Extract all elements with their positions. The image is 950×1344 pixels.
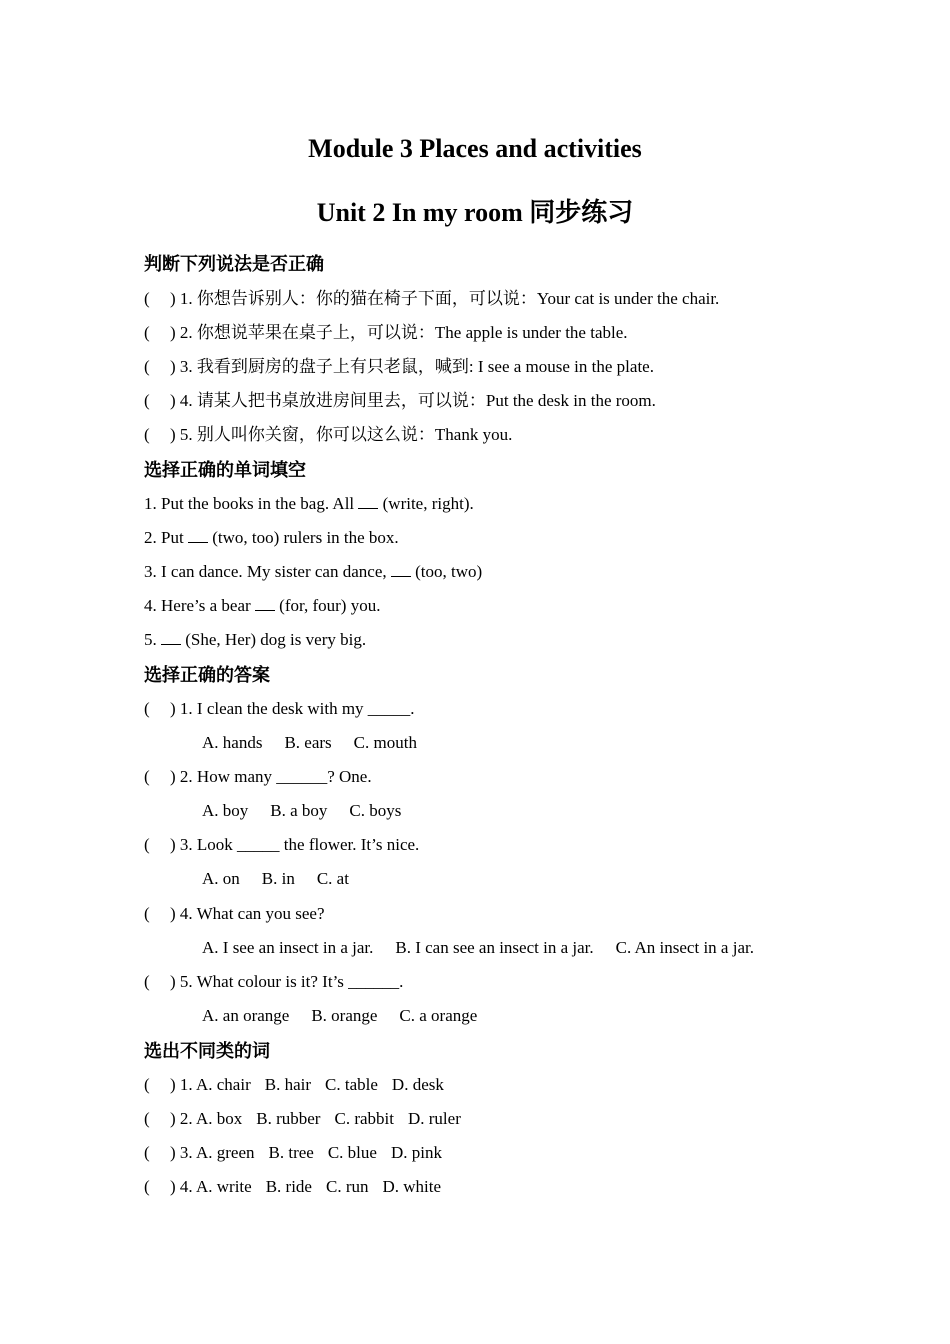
option-d: D. white [382, 1177, 442, 1196]
option-a: A. on [202, 869, 240, 888]
option-b: B. ears [284, 733, 332, 752]
odd-item-3 [144, 1142, 456, 1164]
option-b: B. rubber [256, 1109, 321, 1128]
choose-item-1 [144, 698, 415, 720]
fill-item-1 [144, 493, 474, 515]
option-b: B. tree [268, 1143, 314, 1162]
fill-item-before: 2. Put [144, 528, 188, 547]
judge-item-text: ) 1. 你想告诉别人：你的猫在椅子下面，可以说：Your cat is under the chair. [170, 289, 720, 308]
odd-item-number: ) 3. [170, 1143, 193, 1162]
odd-item-number: ) 1. [170, 1075, 193, 1094]
choose-options-4 [202, 937, 776, 959]
choose-question: ) 2. How many ______? One. [170, 767, 372, 786]
fill-item-before: 3. I can dance. My sister can dance, [144, 562, 391, 581]
fill-blank [188, 527, 208, 543]
choose-question: ) 1. I clean the desk with my _____. [170, 699, 415, 718]
fill-blank [255, 595, 275, 611]
answer-paren: ( [144, 425, 150, 444]
fill-item-after: (two, too) rulers in the box. [207, 528, 399, 547]
option-c: C. a orange [399, 1006, 478, 1025]
judge-item-text: ) 4. 请某人把书桌放进房间里去，可以说：Put the desk in the room. [170, 391, 656, 410]
option-b: B. orange [311, 1006, 378, 1025]
fill-item-5 [144, 629, 366, 651]
choose-question: ) 5. What colour is it? It’s ______. [170, 972, 404, 991]
judge-item-text: ) 2. 你想说苹果在桌子上，可以说：The apple is under the table. [170, 323, 628, 342]
choose-question: ) 4. What can you see? [170, 904, 325, 923]
odd-item-number: ) 2. [170, 1109, 193, 1128]
choose-item-4 [144, 903, 325, 925]
answer-paren: ( [144, 904, 150, 923]
answer-paren: ( [144, 699, 150, 718]
judge-item-text: ) 5. 别人叫你关窗，你可以这么说：Thank you. [170, 425, 513, 444]
judge-item-3 [144, 356, 654, 378]
option-b: B. ride [265, 1177, 312, 1196]
option-a: A. box [195, 1109, 243, 1128]
option-c: C. at [316, 869, 349, 888]
judge-item-2 [144, 322, 628, 344]
option-b: B. I can see an insect in a jar. [395, 938, 594, 957]
choose-options-2 [202, 800, 423, 822]
option-a: A. I see an insect in a jar. [202, 938, 374, 957]
option-c: C. An insect in a jar. [615, 938, 754, 957]
answer-paren: ( [144, 972, 150, 991]
option-c: C. run [325, 1177, 369, 1196]
answer-paren: ( [144, 1075, 150, 1094]
option-a: A. hands [202, 733, 263, 752]
option-a: A. chair [195, 1075, 251, 1094]
fill-item-before: 5. [144, 630, 161, 649]
fill-item-before: 4. Here’s a bear [144, 596, 255, 615]
page-title: Module 3 Places and activities [308, 134, 642, 163]
option-c: C. boys [349, 801, 402, 820]
choose-item-3 [144, 834, 419, 856]
fill-item-after: (She, Her) dog is very big. [181, 630, 367, 649]
option-c: C. blue [327, 1143, 377, 1162]
choose-options-3 [202, 868, 371, 890]
option-a: A. green [195, 1143, 255, 1162]
answer-paren: ( [144, 1177, 150, 1196]
odd-item-4 [144, 1176, 455, 1198]
option-d: D. ruler [407, 1109, 461, 1128]
judge-item-5 [144, 424, 512, 446]
section-heading-fill: 选择正确的单词填空 [144, 460, 306, 481]
fill-item-3 [144, 561, 482, 583]
answer-paren: ( [144, 391, 150, 410]
page-subtitle: Unit 2 In my room 同步练习 [316, 198, 634, 227]
odd-item-number: ) 4. [170, 1177, 193, 1196]
answer-paren: ( [144, 1109, 150, 1128]
judge-item-4 [144, 390, 656, 412]
option-b: B. in [261, 869, 295, 888]
answer-paren: ( [144, 323, 150, 342]
fill-item-after: (too, two) [410, 562, 483, 581]
section-heading-judge: 判断下列说法是否正确 [144, 254, 324, 275]
odd-item-1 [144, 1074, 458, 1096]
option-c: C. table [325, 1075, 378, 1094]
option-c: C. rabbit [334, 1109, 394, 1128]
fill-blank [358, 493, 378, 509]
choose-options-5 [202, 1005, 499, 1027]
option-a: A. write [195, 1177, 252, 1196]
option-d: D. desk [391, 1075, 444, 1094]
answer-paren: ( [144, 289, 150, 308]
choose-item-2 [144, 766, 372, 788]
section-heading-choose: 选择正确的答案 [144, 665, 270, 686]
fill-item-2 [144, 527, 399, 549]
fill-blank [391, 561, 411, 577]
option-a: A. an orange [202, 1006, 290, 1025]
option-b: B. hair [264, 1075, 312, 1094]
fill-item-after: (write, right). [378, 494, 474, 513]
odd-item-2 [144, 1108, 475, 1130]
judge-item-1 [144, 288, 719, 310]
choose-question: ) 3. Look _____ the flower. It’s nice. [170, 835, 420, 854]
fill-item-after: (for, four) you. [274, 596, 381, 615]
section-heading-odd: 选出不同类的词 [144, 1041, 270, 1062]
fill-item-before: 1. Put the books in the bag. All [144, 494, 359, 513]
choose-item-5 [144, 971, 403, 993]
judge-item-text: ) 3. 我看到厨房的盘子上有只老鼠，喊到: I see a mouse in the plate. [170, 357, 654, 376]
answer-paren: ( [144, 835, 150, 854]
fill-item-4 [144, 595, 380, 617]
option-d: D. pink [390, 1143, 442, 1162]
option-a: A. boy [202, 801, 249, 820]
answer-paren: ( [144, 357, 150, 376]
option-b: B. a boy [270, 801, 328, 820]
option-c: C. mouth [353, 733, 417, 752]
choose-options-1 [202, 732, 439, 754]
answer-paren: ( [144, 1143, 150, 1162]
answer-paren: ( [144, 767, 150, 786]
fill-blank [161, 629, 181, 645]
